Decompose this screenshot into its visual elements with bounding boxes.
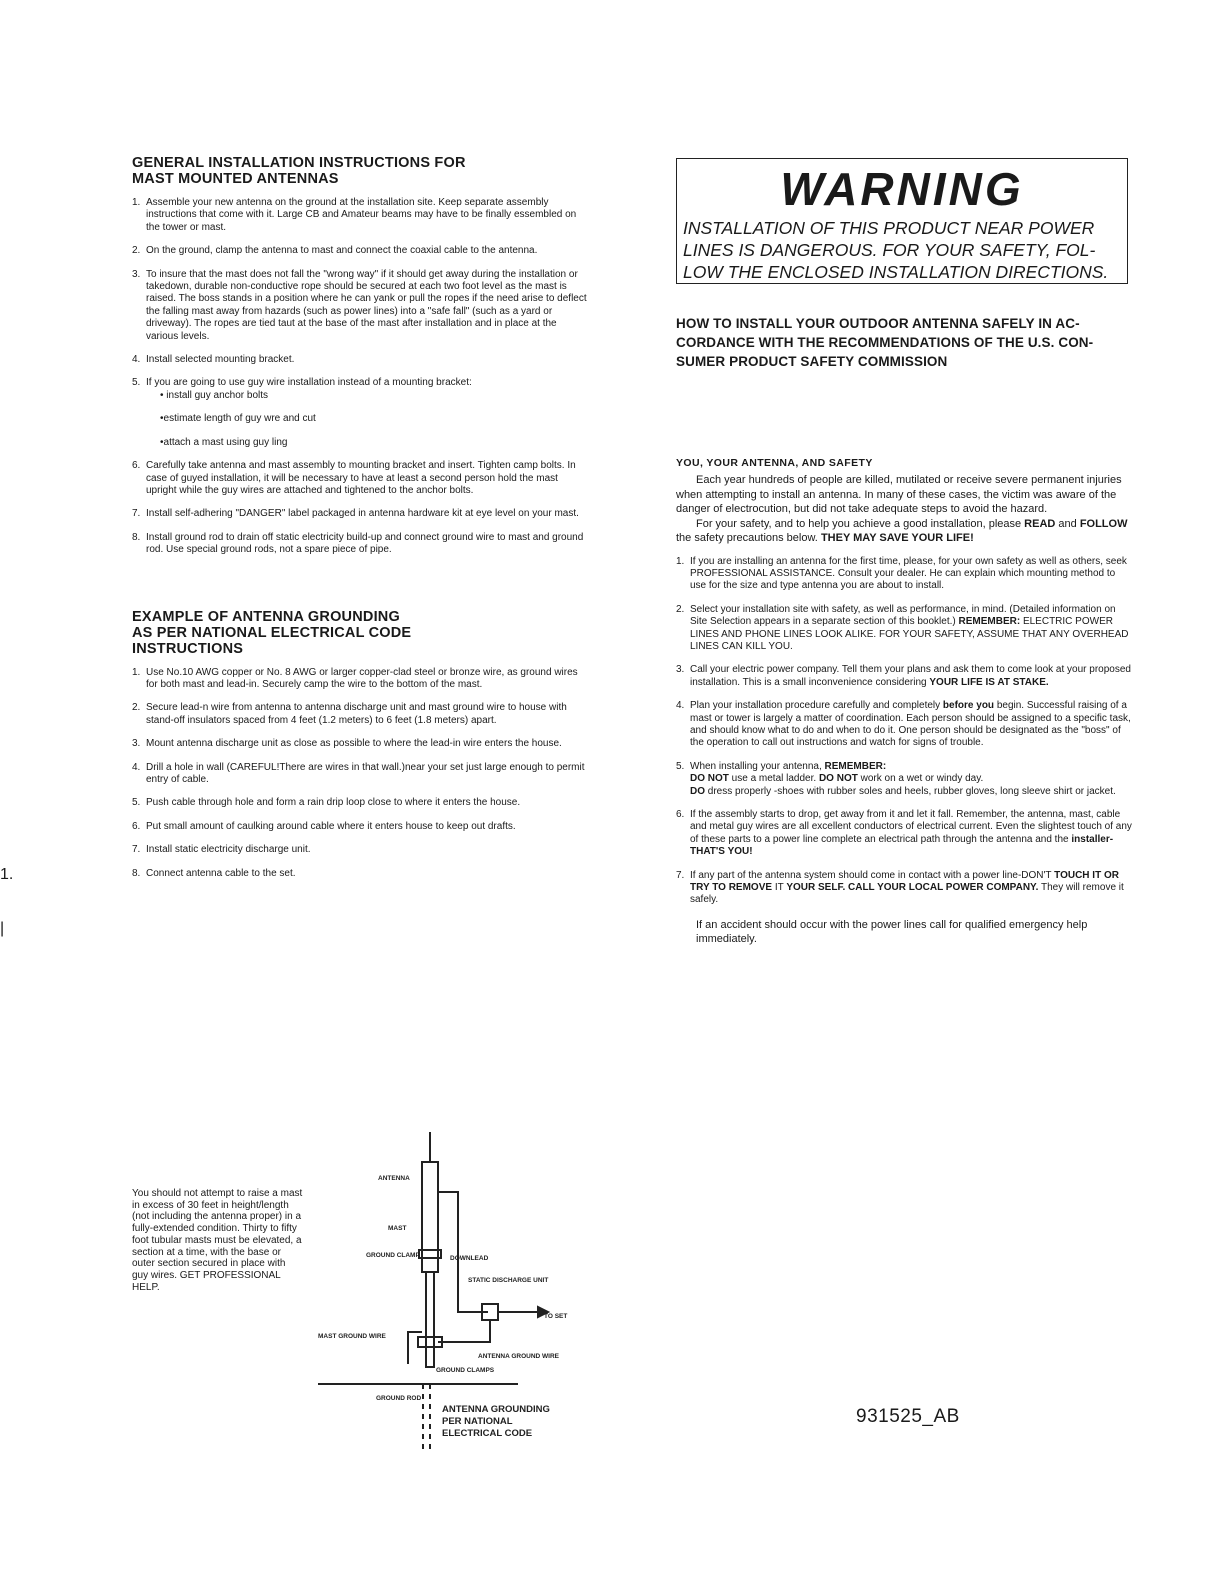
label-mast: MAST — [388, 1225, 407, 1232]
list-item: 7. Install static electricity discharge unit. — [132, 844, 311, 856]
warning-box — [676, 158, 1128, 284]
safety-heading: YOU, YOUR ANTENNA, AND SAFETY — [676, 457, 873, 469]
safety-intro: Each year hundreds of people are killed, mutilated or receive severe permanent injuries when attempting to install an antenna. In many of these cases, the victim was aware of the danger of electrocution, but did not take adequate steps to avoid the hazard. For your safety, and to help you achieve a good installation, please READ and FOLLOW the safety precautions below. THEY MAY SAVE YOUR LIFE! — [676, 474, 1128, 544]
list-item: 6. Put small amount of caulking around cable where it enters house to keep out drafts. — [132, 820, 516, 832]
accident-note: If an accident should occur with the power lines call for qualified emergency help immediately. — [696, 918, 1088, 946]
list-item: 3. Call your electric power company. Tell them your plans and ask them to come look at your proposed installation. This is a small inconvenience considering YOUR LIFE IS AT STAKE. — [676, 664, 1131, 688]
label-static-discharge: STATIC DISCHARGE UNIT — [468, 1277, 549, 1284]
document-code: 931525_AB — [856, 1406, 960, 1427]
list-item: 3. To insure that the mast does not fall the "wrong way" if it should get away during the installation or takedown, durable non-conductive rope should be secured at each two foot level as the mast is raised. The boss stands in a position where he can yank or pull the ropes if the need arise to deflect the falling mast away from hazards (such as power lines) into a "safe fall" (such as a yard or driveway). The ropes are tied taut at the base of the mast after installation and in place at the various levels. — [132, 268, 587, 342]
list-item: 3. Mount antenna discharge unit as close as possible to where the lead-in wire enters the house. — [132, 738, 562, 750]
sub-item: •estimate length of guy wre and cut — [160, 413, 316, 425]
list-item: 4. Plan your installation procedure carefully and completely before you begin. Successful raising of a mast or tower is largely a matter of coordination. Each person should be assigned to a specific task, and should know what to do and when to do it. One person should be designated as the "boss" of the operation to call out instructions and watch for signs of trouble. — [676, 700, 1131, 749]
mast-tube — [422, 1162, 438, 1272]
safety-steps-list — [676, 556, 1132, 907]
antenna-ground-wire — [438, 1320, 490, 1342]
list-item: 1. Use No.10 AWG copper or No. 8 AWG or larger copper-clad steel or bronze wire, as ground wires for both mast and lead-in. Securely camp the wire to the bottom of the mast. — [132, 666, 578, 690]
list-item: 5. Push cable through hole and form a rain drip loop close to where it enters the house. — [132, 797, 521, 809]
list-item: 1. Assemble your new antenna on the ground at the installation site. Keep separate assembly instructions that come with it. Large CB and Amateur beams may have to be finally essembled on the tower or mast. — [132, 197, 577, 233]
label-ground-clamps: GROUND CLAMPS — [436, 1367, 495, 1374]
grounding-heading: EXAMPLE OF ANTENNA GROUNDING AS PER NATIONAL ELECTRICAL CODE INSTRUCTIONS — [132, 608, 412, 657]
label-antenna-ground-wire: ANTENNA GROUND WIRE — [478, 1353, 560, 1360]
list-item: 5. If you are going to use guy wire installation instead of a mounting bracket: • install guy anchor bolts •estimate length of guy wre and cut •attach a mast using guy ling — [132, 377, 587, 449]
list-item: 5. When installing your antenna, REMEMBER: DO NOT use a metal ladder. DO NOT work on a wet or windy day. DO dress properly -shoes with rubber soles and heels, rubber gloves, long sleeve shirt or jacket. — [676, 760, 1116, 797]
how-to-heading: HOW TO INSTALL YOUR OUTDOOR ANTENNA SAFELY IN AC- CORDANCE WITH THE RECOMMENDATIONS OF THE U.S. CON- SUMER PRODUCT SAFETY COMMISSION — [676, 316, 1094, 369]
list-item: 8. Install ground rod to drain off static electricity build-up and connect ground wire to mast and ground rod. Use special ground rods, not a spare piece of pipe. — [132, 531, 584, 556]
mast-height-note: You should not attempt to raise a mast in excess of 30 feet in height/length (not including the antenna proper) in a fully-extended condition. Thirty to fifty foot tubular masts must be elevated, a section at a time, with the base or outer section secured in place with guy wires. GET PROFESSIONAL HELP. — [132, 1188, 303, 1293]
margin-mark: | — [0, 920, 5, 937]
label-downlead: DOWNLEAD — [450, 1255, 489, 1262]
list-item: 7. If any part of the antenna system should come in contact with a power line-DON'T TOUCH IT OR TRY TO REMOVE IT YOUR SELF. CALL YOUR LOCAL POWER COMPANY. They will remove it safely. — [676, 869, 1124, 906]
list-item: 8. Connect antenna cable to the set. — [132, 867, 296, 879]
list-item: 4. Drill a hole in wall (CAREFUL!There are wires in that wall.)near your set just large enough to permit entry of cable. — [132, 761, 585, 785]
general-heading-line1: GENERAL INSTALLATION INSTRUCTIONS FOR — [132, 155, 466, 171]
caption-line1: ANTENNA GROUNDING — [442, 1404, 550, 1415]
caption-line3: ELECTRICAL CODE — [442, 1428, 533, 1439]
label-to-set: TO SET — [544, 1313, 568, 1320]
caption-line2: PER NATIONAL — [442, 1416, 513, 1427]
warning-body: INSTALLATION OF THIS PRODUCT NEAR POWER LINES IS DANGEROUS. FOR YOUR SAFETY, FOL- LOW THE ENCLOSED INSTALLATION DIRECTIONS. — [683, 218, 1109, 282]
label-ground-rod: GROUND ROD — [376, 1395, 422, 1402]
safety-column — [676, 158, 1132, 947]
list-item: 6. Carefully take antenna and mast assembly to mounting bracket and insert. Tighten camp bolts. In case of guyed installation, it will be necessary to have at least a second person hold the mast upright while the guy wires are attached and tightened to the anchor bolts. — [132, 460, 576, 496]
downlead-wire — [438, 1192, 488, 1312]
general-heading-line2: MAST MOUNTED ANTENNAS — [132, 171, 339, 187]
list-item: 6. If the assembly starts to drop, get away from it and let it fall. Remember, the antenna, mast, cable and metal guy wires are all excellent conductors of electrical current. Even the slightest touch of any of these parts to a power line complete an electrical path through the antenna and the installer-THAT'S YOU! — [676, 809, 1132, 858]
margin-mark: 1. — [0, 866, 14, 883]
antenna-grounding-diagram — [318, 1132, 588, 1452]
sub-item: •attach a mast using guy ling — [160, 436, 288, 448]
list-item: 1. If you are installing an antenna for the first time, please, for your own safety as well as others, seek PROFESSIONAL ASSISTANCE. Consult your dealer. He can explain which mounting method to use for the size and type antenna you are about to install. — [676, 555, 1127, 592]
label-antenna: ANTENNA — [378, 1175, 410, 1182]
general-instructions-column — [132, 155, 587, 891]
label-mast-ground-wire: MAST GROUND WIRE — [318, 1333, 386, 1340]
warning-title: WARNING — [780, 163, 1024, 215]
label-ground-clamp: GROUND CLAMP — [366, 1252, 420, 1259]
list-item: 2. Select your installation site with safety, as well as performance, in mind. (Detailed information on Site Selection appears in a separate section of this booklet.) REMEMBER: ELECTRIC POWER LINES AND PHONE LINES LOOK ALIKE. FOR YOUR SAFETY, ASSUME THAT ANY OVERHEAD LINES CAN KILL YOU. — [676, 603, 1129, 652]
list-item: 7. Install self-adhering "DANGER" label packaged in antenna hardware kit at eye level on your mast. — [132, 508, 579, 520]
lower-mast-tube — [426, 1272, 434, 1367]
general-heading — [132, 155, 587, 187]
grounding-steps-list — [132, 667, 587, 880]
sub-item: • install guy anchor bolts — [160, 389, 269, 401]
list-item: 2. Secure lead-n wire from antenna to antenna discharge unit and mast ground wire to house with stand-off insulators spaced from 4 feet (1.2 meters) to 6 feet (1.8 meters) apart. — [132, 702, 567, 726]
guy-wire-sub-list — [146, 390, 587, 449]
list-item: 4. Install selected mounting bracket. — [132, 354, 295, 366]
list-item: 2. On the ground, clamp the antenna to mast and connect the coaxial cable to the antenna. — [132, 245, 538, 257]
general-steps-list — [132, 197, 587, 557]
